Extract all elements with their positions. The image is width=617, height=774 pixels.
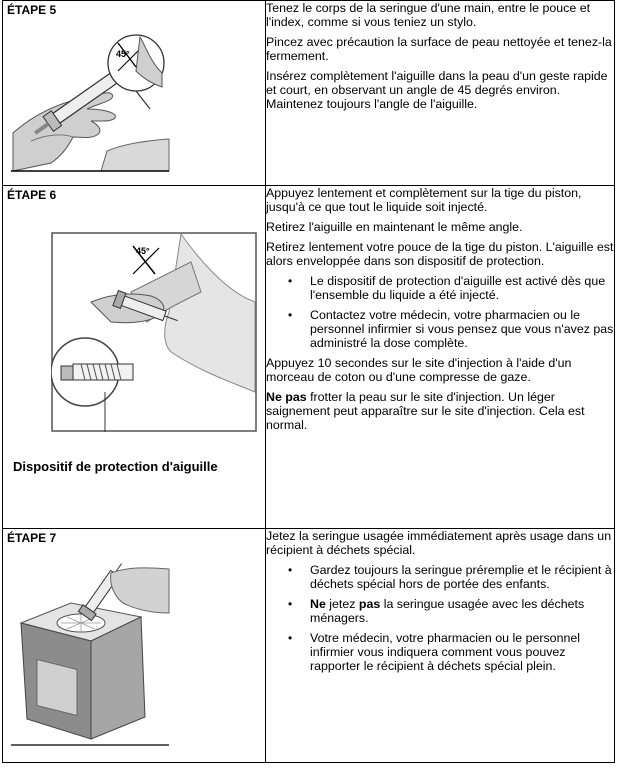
step-5-paragraph: Insérez complètement l'aiguille dans la peau d'un geste rapide et court, en observant un angle de 45 degrés environ. Maintenez toujours l'angle de l'aiguille. bbox=[266, 69, 608, 111]
step-6-text-cell bbox=[266, 186, 615, 529]
step-6-warning bbox=[266, 390, 614, 432]
step-7-bullet-text: la seringue usagée avec les déchets ménagers. bbox=[310, 597, 585, 625]
step-5-row bbox=[3, 1, 615, 186]
step-7-text-cell bbox=[266, 529, 615, 763]
step-6-figure-caption: Dispositif de protection d'aiguille bbox=[13, 459, 218, 474]
step-5-title: ÉTAPE 5 bbox=[7, 3, 57, 17]
step-7-disposal-illustration bbox=[11, 553, 171, 747]
step-6-bullet: • Le dispositif de protection d'aiguille est activé dès que l'ensemble du liquide a été injecté. bbox=[310, 274, 614, 302]
step-7-row bbox=[3, 529, 615, 763]
step-5-paragraph: Pincez avec précaution la surface de peau nettoyée et tenez-la fermement. bbox=[266, 35, 612, 63]
step-7-bullet-bold-pas: pas bbox=[358, 597, 381, 611]
step-6-bullet: • Contactez votre médecin, votre pharmacien ou le personnel infirmier si vous pensez que vous n'avez pas administré la dose complète. bbox=[310, 308, 614, 350]
step-7-bullet bbox=[310, 597, 614, 625]
step-5-text-cell bbox=[266, 1, 615, 186]
step-5-paragraph: Tenez le corps de la seringue d'une main, entre le pouce et l'index, comme si vous teniez un stylo. bbox=[266, 1, 591, 29]
step-6-figure-cell bbox=[3, 186, 266, 529]
step-6-paragraph: Retirez l'aiguille en maintenant le même angle. bbox=[266, 220, 523, 234]
step-7-title: ÉTAPE 7 bbox=[7, 531, 57, 545]
step-5-zoom-circle bbox=[106, 27, 166, 111]
step-7-bullet: • Votre médecin, votre pharmacien ou le personnel infirmier vous indiquera comment vous pouvez rapporter le récipient à déchets spécial plein. bbox=[310, 631, 614, 673]
step-6-injection-illustration bbox=[51, 232, 257, 432]
step-6-paragraph: Appuyez 10 secondes sur le site d'injection à l'aide d'un morceau de coton ou d'une compresse de gaze. bbox=[266, 356, 572, 384]
step-6-title: ÉTAPE 6 bbox=[7, 188, 57, 202]
step-6-warning-bold: Ne pas bbox=[266, 390, 307, 404]
step-6-bullet-list bbox=[266, 274, 614, 350]
step-7-bullet-bold-ne: Ne bbox=[310, 597, 326, 611]
step-6-paragraph: Appuyez lentement et complètement sur la tige du piston, jusqu'à ce que tout le liquide soit injecté. bbox=[266, 186, 582, 214]
step-7-figure-cell bbox=[3, 529, 266, 763]
step-5-figure-cell bbox=[3, 1, 266, 186]
step-6-warning-text: frotter la peau sur le site d'injection. Un léger saignement peut apparaître sur le site d'injection. Cela est normal. bbox=[266, 390, 585, 432]
step-6-paragraph: Retirez lentement votre pouce de la tige du piston. L'aiguille est alors enveloppée dans son dispositif de protection. bbox=[266, 240, 614, 268]
step-7-bullet-text: jetez bbox=[325, 597, 359, 611]
instructions-table bbox=[2, 0, 615, 763]
step-7-intro: Jetez la seringue usagée immédiatement après usage dans un récipient à déchets spécial. bbox=[266, 529, 612, 557]
step-7-bullet-list bbox=[266, 563, 614, 673]
step-5-angle-label: 45° bbox=[116, 49, 130, 59]
step-6-row bbox=[3, 186, 615, 529]
step-6-angle-label: 45° bbox=[136, 246, 150, 256]
step-7-bullet: • Gardez toujours la seringue préremplie et le récipient à déchets spécial hors de portée des enfants. bbox=[310, 563, 614, 591]
